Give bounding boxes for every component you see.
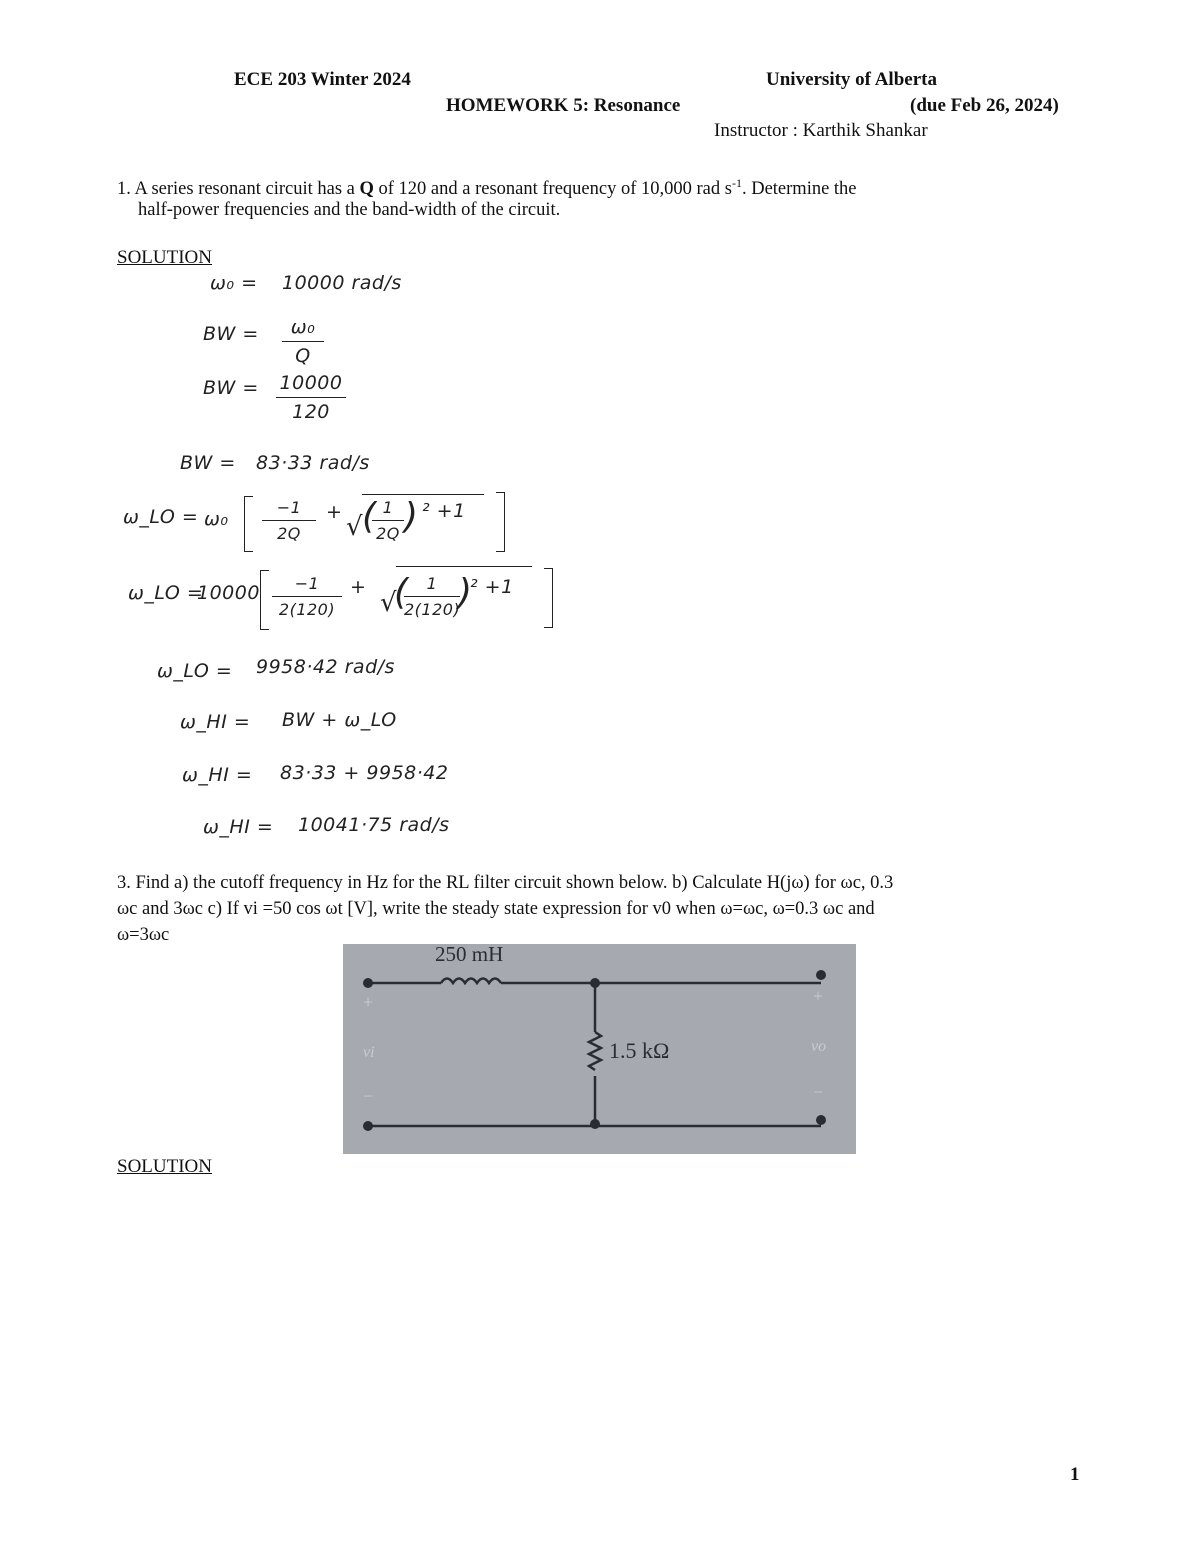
university-name: University of Alberta: [766, 69, 937, 90]
q-symbol: Q: [359, 179, 374, 200]
right-bracket: [544, 568, 553, 628]
sqrt-icon: √: [380, 588, 398, 618]
wlo-eq1-lhs: ω_LO =: [123, 506, 199, 528]
problem-1-text-a: 1. A series resonant circuit has a: [117, 179, 355, 200]
vout-plus: +: [813, 986, 824, 1006]
wlo-eq3-rhs: 9958·42 rad/s: [256, 656, 395, 678]
plus-sign: +: [350, 576, 367, 598]
resistor-label: 1.5 kΩ: [609, 1038, 670, 1063]
solution-label-3: SOLUTION: [117, 1156, 212, 1177]
bw-eq2-numerator: 10000: [279, 372, 343, 394]
inductor-icon: [441, 979, 501, 984]
wlo-eq1-frac-den: 2Q: [277, 524, 301, 543]
problem-1-text-b: of 120 and a resonant frequency of 10,000 rad s: [378, 179, 732, 200]
wlo-eq3-lhs: ω_LO =: [157, 660, 233, 682]
whi-eq3-rhs: 10041·75 rad/s: [298, 814, 450, 836]
fraction-bar: [262, 520, 316, 521]
terminal-node: [816, 1115, 826, 1125]
course-title: ECE 203 Winter 2024: [234, 69, 411, 90]
left-bracket: [260, 570, 269, 630]
right-bracket: [496, 492, 505, 552]
junction-node: [590, 1119, 600, 1129]
bw-eq3-lhs: BW =: [180, 452, 236, 474]
whi-eq3-lhs: ω_HI =: [203, 816, 274, 838]
bw-eq2-lhs: BW =: [203, 377, 259, 399]
fraction-bar: [282, 341, 324, 342]
solution-label-1: SOLUTION: [117, 247, 212, 268]
wlo-eq2-frac-den: 2(120): [278, 600, 336, 619]
wlo-eq2-tail: ² +1: [470, 576, 514, 598]
paren-open-icon: (: [394, 572, 409, 613]
wlo-eq1-tail: ² +1: [422, 500, 466, 522]
wlo-eq2-inner-den: 2(120): [404, 600, 461, 619]
problem-1-line-2: half-power frequencies and the band-width of the circuit.: [138, 200, 561, 220]
whi-eq1-lhs: ω_HI =: [180, 711, 251, 733]
bw-eq1-lhs: BW =: [203, 323, 259, 345]
whi-eq2-rhs: 83·33 + 9958·42: [280, 762, 449, 784]
problem-1-text-c: . Determine the: [741, 179, 857, 200]
vin-label: vi: [363, 1044, 375, 1061]
instructor: Instructor : Karthik Shankar: [714, 120, 928, 141]
wlo-eq2-factor: 10000: [197, 582, 260, 604]
terminal-node: [363, 1121, 373, 1131]
whi-eq2-lhs: ω_HI =: [182, 764, 253, 786]
inductor-label: 250 mH: [435, 942, 504, 966]
vout-label: vo: [811, 1038, 827, 1055]
wlo-eq2-inner-fraction: [404, 574, 460, 619]
bw-eq2-denominator: 120: [292, 401, 330, 423]
resistor-icon: [589, 1032, 601, 1070]
wlo-eq1-inner-den: 2Q: [376, 524, 400, 543]
bw-eq3-rhs: 83·33 rad/s: [256, 452, 370, 474]
unit-exponent: -1: [731, 176, 742, 190]
rl-circuit-image: [343, 944, 856, 1154]
circuit-diagram: [343, 944, 856, 1154]
terminal-node: [363, 978, 373, 988]
paren-open-icon: (: [362, 496, 377, 537]
problem-3-line-3: ω=3ωc: [117, 925, 170, 945]
plus-sign: +: [326, 501, 343, 523]
problem-3-line-1: 3. Find a) the cutoff frequency in Hz for the RL filter circuit shown below. b) Calculate H(jω) for ωc, 0.3: [117, 873, 894, 893]
wlo-eq2-inner-num: 1: [426, 574, 438, 593]
vout-minus: −: [813, 1082, 824, 1102]
problem-3-line-2: ωc and 3ωc c) If vi =50 cos ωt [V], write the steady state expression for v0 when ω=ωc, ω=0.3 ωc and: [117, 899, 875, 919]
wlo-eq1-inner-num: 1: [382, 498, 394, 517]
w0-lhs: ω₀ =: [210, 272, 258, 294]
whi-eq1-rhs: BW + ω_LO: [282, 709, 397, 731]
left-bracket: [244, 496, 253, 552]
junction-node: [590, 978, 600, 988]
bw-eq1-denominator: Q: [295, 345, 311, 367]
fraction-bar: [404, 596, 460, 597]
bw-eq2-fraction: [276, 372, 346, 423]
sqrt-overline: [362, 494, 484, 495]
sqrt-overline: [396, 566, 532, 567]
wlo-eq2-frac-num: −1: [294, 574, 320, 593]
wlo-eq2-lhs: ω_LO =: [128, 582, 204, 604]
paren-close-icon: ): [458, 572, 473, 613]
wlo-eq1-frac-num: −1: [276, 498, 302, 517]
vin-plus: +: [363, 992, 374, 1012]
sqrt-icon: √: [346, 512, 364, 542]
fraction-bar: [276, 397, 346, 398]
terminal-node: [816, 970, 826, 980]
vin-minus: −: [363, 1086, 374, 1106]
w0-rhs: 10000 rad/s: [282, 272, 402, 294]
bw-eq1-fraction: [282, 316, 324, 367]
due-date: (due Feb 26, 2024): [910, 95, 1059, 116]
page-number: 1: [1070, 1464, 1080, 1485]
wlo-eq1-factor: ω₀: [204, 508, 229, 530]
fraction-bar: [272, 596, 342, 597]
wlo-eq2-fraction: [272, 574, 342, 619]
bw-eq1-numerator: ω₀: [290, 316, 316, 338]
paren-close-icon: ): [404, 496, 419, 537]
wlo-eq1-fraction: [262, 498, 316, 543]
homework-title: HOMEWORK 5: Resonance: [446, 95, 681, 116]
